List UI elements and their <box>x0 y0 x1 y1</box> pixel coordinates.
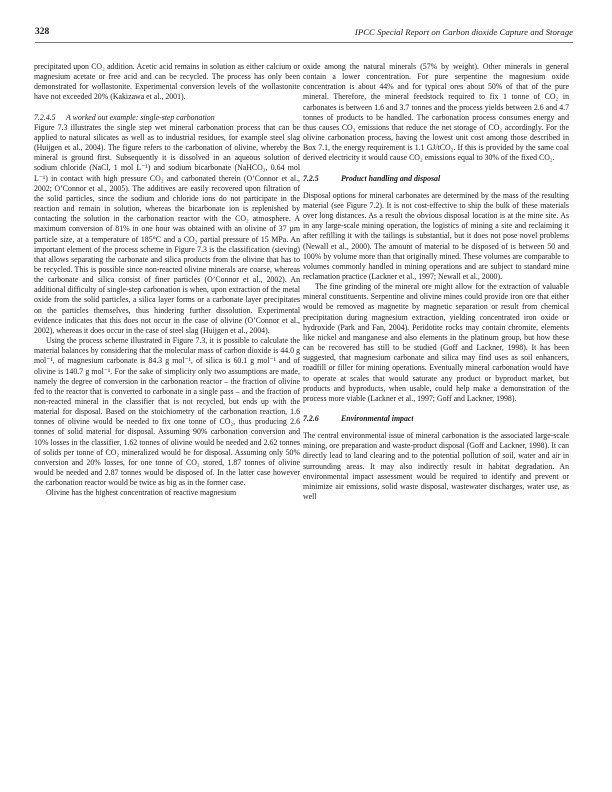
section-heading <box>303 174 569 184</box>
section-number: 7.2.6 <box>303 414 319 423</box>
paragraph: precipitated upon CO₂ addition. Acetic acid remains in solution as either calcium or magnesium acetate or free acid and can be recycled. The process has only been demonstrated for wollastonite. Experimental conversion levels of the wollastonite have not exceeded 20% (Kakizawa et al., 2001). <box>34 62 300 102</box>
section-heading <box>303 414 569 424</box>
paragraph: Disposal options for mineral carbonates are determined by the mass of the resulting material (see Figure 7.2). It is not cost-effective to ship the bulk of these materials over long distances. As a result the obvious disposal location is at the mine site. As in any large-scale mining operation, the logistics of mining a site and reclaiming it after refilling it with the tailings is substantial, but it does not pose novel problems (Newall et al., 2000). The amount of material to be disposed of is between 50 and 100% by volume more than that originally mined. These volumes are comparable to volumes commonly handled in mining operations and are subject to standard mine reclamation practice (Lackner et al., 1997; Newall et al., 2000). <box>303 190 569 281</box>
section-title: Environmental impact <box>341 414 414 423</box>
subsection-heading <box>34 113 300 123</box>
paragraph: The central environmental issue of mineral carbonation is the associated large-scale mining, ore preparation and waste-product disposal (Goff and Lackner, 1998). It can directly lead to land clearing and to the potential pollution of soil, water and air in surrounding areas. It may also indirectly result in habitat degradation. An environmental impact assessment would be required to identify and prevent or minimize air emissions, solid waste disposal, wastewater discharges, water use, as well <box>303 431 569 502</box>
right-column <box>303 62 569 502</box>
paragraph: Figure 7.3 illustrates the single step wet mineral carbonation process that can be applied to natural silicates as well as to industrial residues, for example steel slag (Huijgen et al., 2004). The figure refers to the carbonation of olivine, whereby the mineral is ground first. Subsequently it is dissolved in an aqueous solution of sodium chloride (NaCl, 1 mol L⁻¹) and sodium bicarbonate (NaHCO₃, 0.64 mol L⁻¹) in contact with high pressure CO₂ and carbonated therein (O’Connor et al., 2002; O’Connor et al., 2005). The additives are easily recovered upon filtration of the solid particles, since the sodium and chloride ions do not participate in the reaction and remain in solution, whereas the bicarbonate ion is replenished by contacting the solution in the carbonation reactor with the CO₂ atmosphere. A maximum conversion of 81% in one hour was obtained with an olivine of 37 µm particle size, at a temperature of 185°C and a CO₂ partial pressure of 15 MPa. An important element of the process scheme in Figure 7.3 is the classification (sieving) that allows separating the carbonate and silica products from the olivine that has to be recycled. This is possible since non-reacted olivine minerals are coarse, whereas the carbonate and silica consist of finer particles (O’Connor et al., 2002). An additional difficulty of single-step carbonation is when, upon extraction of the metal oxide from the solid particles, a silica layer forms or a carbonate layer precipitates on the particles themselves, thus hindering further dissolution. Experimental evidence indicates that this does not occur in the case of olivine (O’Connor et al., 2002), whereas it does occur in the case of steel slag (Huijgen et al., 2004). <box>34 122 300 335</box>
running-title: IPCC Special Report on Carbon dioxide Capture and Storage <box>354 27 573 37</box>
left-column <box>34 62 300 499</box>
paragraph: Olivine has the highest concentration of reactive magnesium <box>46 488 237 498</box>
page-number: 328 <box>35 27 50 37</box>
paragraph: oxide among the natural minerals (57% by weight). Other minerals in general contain a lower concentration. For pure serpentine the magnesium oxide concentration is about 44% and for typical ores about 50% of that of the pure mineral. Therefore, the mineral feedstock required to fix 1 tonne of CO₂ in carbonates is between 1.6 and 3.7 tonnes and the process yields between 2.6 and 4.7 tonnes of products to be handled. The carbonation process consumes energy and thus causes CO₂ emissions that reduce the net storage of CO₂ accordingly. For the olivine carbonation process, having the lowest unit cost among those described in Box 7.1, the energy requirement is 1.1 GJ/tCO₂. If this is provided by the same coal derived electricity it would cause CO₂ emissions equal to 30% of the fixed CO₂. <box>303 62 569 163</box>
section-number: 7.2.5 <box>303 173 319 183</box>
subsection-number: 7.2.4.5 <box>34 112 56 122</box>
subsection-title: A worked out example: single-step carbonation <box>66 112 215 122</box>
section-title: Product handling and disposal <box>341 173 441 183</box>
header-rule <box>35 42 573 43</box>
paragraph: Using the process scheme illustrated in Figure 7.3, it is possible to calculate the material balances by considering that the molecular mass of carbon dioxide is 44.0 g mol⁻¹, of magnesium carbonate is 84.3 g mol⁻¹, of silica is 60.1 g mol⁻¹ and of olivine is 140.7 g mol⁻¹. For the sake of simplicity only two assumptions are made, namely the degree of conversion in the carbonation reactor – the fraction of olivine fed to the reactor that is converted to carbonate in a single pass – and the fraction of non-reacted mineral in the classifier that is not recycled, but ends up with the material for disposal. Based on the stoichiometry of the carbonation reaction, 1.6 tonnes of olivine would be needed to fix one tonne of CO₂, thus producing 2.6 tonnes of solid material for disposal. Assuming 90% carbonation conversion and 10% losses in the classifier, 1.62 tonnes of olivine would be needed and 2.62 tonnes of solids per tonne of CO₂ mineralized would be for disposal. Assuming only 50% conversion and 20% losses, for one tonne of CO₂ stored, 1.87 tonnes of olivine would be needed and 2.87 tonnes would be disposed of. In the latter case however the carbonation reactor would be twice as big as in the former case. <box>34 336 300 488</box>
paragraph: The fine grinding of the mineral ore might allow for the extraction of valuable mineral constituents. Serpentine and olivine mines could provide iron ore that either would be removed as magnetite by magnetic separation or result from chemical precipitation during magnesium extraction, yielding concentrated iron oxide or hydroxide (Park and Fan, 2004). Peridotite rocks may contain chromite, elements like nickel and manganese and also elements in the platinum group, but how these can be recovered has still to be studied (Goff and Lackner, 1998). It has been suggested, that magnesium carbonate and silica may find uses as soil enhancers, roadfill or filler for mining operations. Eventually mineral carbonation would have to operate at scales that would saturate any product or byproduct market, but products and byproducts, when usable, could help make a demonstration of the process more viable (Lackner et al., 1997; Goff and Lackner, 1998). <box>303 282 569 403</box>
